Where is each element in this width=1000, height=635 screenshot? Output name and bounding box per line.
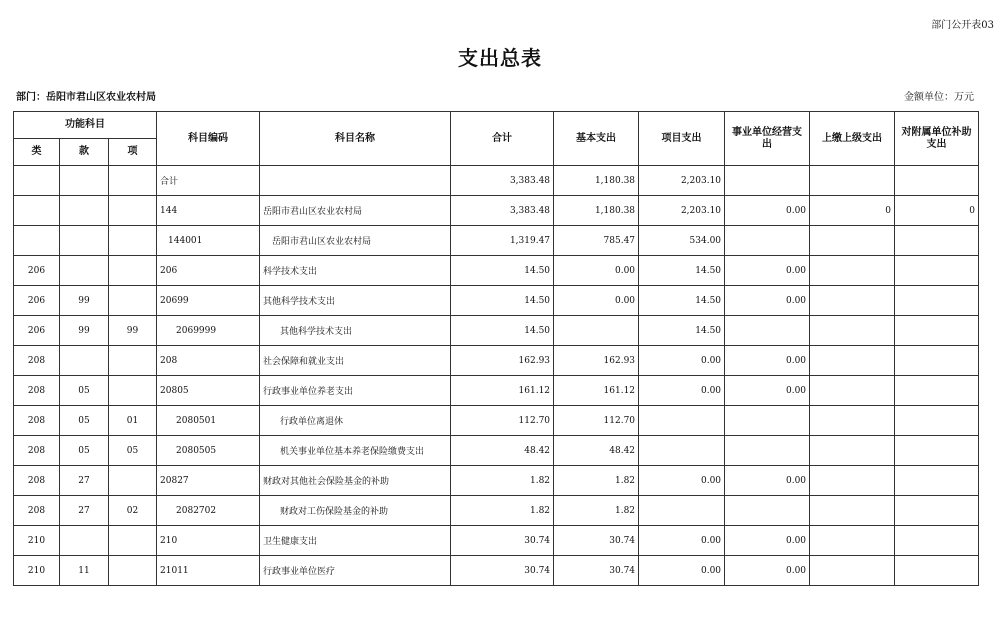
cell-total: 30.74: [451, 526, 554, 556]
cell-basic: 48.42: [554, 436, 639, 466]
cell-xiang: [109, 526, 157, 556]
cell-name: 岳阳市君山区农业农村局: [260, 226, 451, 256]
cell-total: 3,383.48: [451, 166, 554, 196]
cell-xiang: [109, 466, 157, 496]
cell-total: 48.42: [451, 436, 554, 466]
cell-name: 社会保障和就业支出: [260, 346, 451, 376]
cell-xiang: 99: [109, 316, 157, 346]
cell-kuan: [60, 166, 109, 196]
cell-xiang: [109, 166, 157, 196]
header-total: 合计: [451, 112, 554, 166]
cell-code: 20805: [157, 376, 260, 406]
header-upper: 上缴上级支出: [810, 112, 895, 166]
cell-name: 行政单位离退休: [260, 406, 451, 436]
cell-upper: [810, 406, 895, 436]
cell-subsidy: [895, 436, 979, 466]
cell-name: 卫生健康支出: [260, 526, 451, 556]
cell-lei: [14, 196, 60, 226]
cell-code: 2069999: [157, 316, 260, 346]
cell-total: 1.82: [451, 466, 554, 496]
cell-total: 14.50: [451, 286, 554, 316]
cell-code: 208: [157, 346, 260, 376]
expenditure-table: [13, 111, 979, 586]
cell-upper: [810, 166, 895, 196]
cell-business: 0.00: [725, 466, 810, 496]
cell-subsidy: [895, 256, 979, 286]
cell-subsidy: [895, 466, 979, 496]
cell-xiang: 01: [109, 406, 157, 436]
cell-business: 0.00: [725, 526, 810, 556]
cell-project: 0.00: [639, 346, 725, 376]
cell-total: 1,319.47: [451, 226, 554, 256]
cell-subsidy: [895, 286, 979, 316]
cell-subsidy: [895, 556, 979, 586]
cell-kuan: [60, 346, 109, 376]
cell-basic: 30.74: [554, 556, 639, 586]
table-row: [14, 346, 979, 376]
header-subsidy: 对附属单位补助支出: [895, 112, 979, 166]
cell-total: 162.93: [451, 346, 554, 376]
cell-basic: 112.70: [554, 406, 639, 436]
cell-code: 206: [157, 256, 260, 286]
cell-upper: [810, 256, 895, 286]
table-body: [14, 166, 979, 586]
cell-project: 0.00: [639, 526, 725, 556]
cell-code: 144: [157, 196, 260, 226]
cell-upper: [810, 526, 895, 556]
cell-basic: [554, 316, 639, 346]
table-row: [14, 466, 979, 496]
cell-upper: [810, 496, 895, 526]
cell-project: 2,203.10: [639, 196, 725, 226]
header-xiang: 项: [109, 139, 157, 166]
cell-business: [725, 226, 810, 256]
header-project: 项目支出: [639, 112, 725, 166]
cell-upper: 0: [810, 196, 895, 226]
cell-kuan: [60, 226, 109, 256]
cell-code: 2082702: [157, 496, 260, 526]
cell-lei: 208: [14, 496, 60, 526]
cell-project: 2,203.10: [639, 166, 725, 196]
cell-lei: 208: [14, 376, 60, 406]
cell-basic: 1.82: [554, 466, 639, 496]
amount-unit-label: 金额单位：万元: [904, 92, 974, 103]
cell-kuan: 27: [60, 496, 109, 526]
cell-kuan: 27: [60, 466, 109, 496]
table-row: [14, 286, 979, 316]
form-number: 部门公开表03: [931, 20, 994, 31]
cell-kuan: 99: [60, 286, 109, 316]
cell-lei: [14, 166, 60, 196]
cell-basic: 785.47: [554, 226, 639, 256]
cell-lei: 206: [14, 286, 60, 316]
header-name: 科目名称: [260, 112, 451, 166]
cell-business: [725, 496, 810, 526]
cell-subsidy: [895, 226, 979, 256]
cell-kuan: 99: [60, 316, 109, 346]
cell-business: 0.00: [725, 376, 810, 406]
header-lei: 类: [14, 139, 60, 166]
cell-subsidy: [895, 346, 979, 376]
table-row: [14, 556, 979, 586]
header-func: 功能科目: [14, 112, 157, 139]
cell-xiang: 05: [109, 436, 157, 466]
cell-project: [639, 406, 725, 436]
header-basic: 基本支出: [554, 112, 639, 166]
cell-lei: 206: [14, 316, 60, 346]
cell-kuan: [60, 196, 109, 226]
cell-upper: [810, 376, 895, 406]
cell-kuan: [60, 256, 109, 286]
cell-business: [725, 166, 810, 196]
cell-basic: 1,180.38: [554, 196, 639, 226]
table-row: [14, 526, 979, 556]
cell-total: 3,383.48: [451, 196, 554, 226]
table-row: [14, 376, 979, 406]
cell-basic: 30.74: [554, 526, 639, 556]
cell-total: 112.70: [451, 406, 554, 436]
cell-kuan: 05: [60, 376, 109, 406]
cell-total: 161.12: [451, 376, 554, 406]
cell-lei: 208: [14, 346, 60, 376]
table-row: [14, 196, 979, 226]
cell-lei: 208: [14, 466, 60, 496]
cell-business: 0.00: [725, 556, 810, 586]
cell-subsidy: [895, 166, 979, 196]
cell-name: 其他科学技术支出: [260, 286, 451, 316]
cell-code: 20699: [157, 286, 260, 316]
table-row: [14, 406, 979, 436]
cell-lei: 208: [14, 436, 60, 466]
table-row: [14, 316, 979, 346]
cell-project: 14.50: [639, 286, 725, 316]
cell-total: 14.50: [451, 256, 554, 286]
header-kuan: 款: [60, 139, 109, 166]
cell-xiang: 02: [109, 496, 157, 526]
cell-project: 14.50: [639, 316, 725, 346]
page-title: 支出总表: [458, 46, 542, 70]
cell-basic: 1.82: [554, 496, 639, 526]
table-row: [14, 166, 979, 196]
cell-xiang: [109, 346, 157, 376]
cell-total: 14.50: [451, 316, 554, 346]
cell-lei: 206: [14, 256, 60, 286]
cell-project: 0.00: [639, 466, 725, 496]
cell-kuan: 11: [60, 556, 109, 586]
cell-upper: [810, 556, 895, 586]
cell-name: 行政事业单位养老支出: [260, 376, 451, 406]
cell-business: [725, 406, 810, 436]
cell-name: 财政对其他社会保险基金的补助: [260, 466, 451, 496]
cell-basic: 0.00: [554, 286, 639, 316]
cell-project: 14.50: [639, 256, 725, 286]
cell-subsidy: [895, 316, 979, 346]
cell-xiang: [109, 376, 157, 406]
cell-code: 2080505: [157, 436, 260, 466]
cell-business: 0.00: [725, 196, 810, 226]
cell-xiang: [109, 256, 157, 286]
cell-subsidy: [895, 406, 979, 436]
cell-upper: [810, 316, 895, 346]
department-label: 部门：岳阳市君山区农业农村局: [16, 92, 156, 103]
cell-code: 2080501: [157, 406, 260, 436]
cell-name: 科学技术支出: [260, 256, 451, 286]
cell-upper: [810, 286, 895, 316]
cell-code: 合计: [157, 166, 260, 196]
cell-name: 行政事业单位医疗: [260, 556, 451, 586]
cell-subsidy: 0: [895, 196, 979, 226]
cell-lei: 208: [14, 406, 60, 436]
cell-total: 30.74: [451, 556, 554, 586]
cell-name: [260, 166, 451, 196]
cell-code: 21011: [157, 556, 260, 586]
cell-upper: [810, 346, 895, 376]
cell-basic: 0.00: [554, 256, 639, 286]
cell-upper: [810, 466, 895, 496]
cell-xiang: [109, 286, 157, 316]
cell-name: 财政对工伤保险基金的补助: [260, 496, 451, 526]
cell-business: [725, 316, 810, 346]
header-business: 事业单位经营支出: [725, 112, 810, 166]
cell-upper: [810, 226, 895, 256]
cell-name: 机关事业单位基本养老保险缴费支出: [260, 436, 451, 466]
cell-xiang: [109, 196, 157, 226]
cell-project: 0.00: [639, 556, 725, 586]
cell-xiang: [109, 226, 157, 256]
cell-upper: [810, 436, 895, 466]
cell-kuan: 05: [60, 436, 109, 466]
cell-project: 534.00: [639, 226, 725, 256]
cell-basic: 162.93: [554, 346, 639, 376]
cell-project: 0.00: [639, 376, 725, 406]
cell-code: 20827: [157, 466, 260, 496]
cell-total: 1.82: [451, 496, 554, 526]
cell-subsidy: [895, 376, 979, 406]
cell-project: [639, 436, 725, 466]
cell-business: 0.00: [725, 286, 810, 316]
cell-basic: 161.12: [554, 376, 639, 406]
cell-business: 0.00: [725, 346, 810, 376]
cell-subsidy: [895, 526, 979, 556]
cell-business: [725, 436, 810, 466]
cell-lei: [14, 226, 60, 256]
cell-name: 其他科学技术支出: [260, 316, 451, 346]
cell-xiang: [109, 556, 157, 586]
table-row: [14, 256, 979, 286]
header-code: 科目编码: [157, 112, 260, 166]
cell-kuan: 05: [60, 406, 109, 436]
cell-code: 144001: [157, 226, 260, 256]
cell-business: 0.00: [725, 256, 810, 286]
table-row: [14, 226, 979, 256]
cell-code: 210: [157, 526, 260, 556]
cell-kuan: [60, 526, 109, 556]
cell-lei: 210: [14, 526, 60, 556]
cell-subsidy: [895, 496, 979, 526]
table-row: [14, 496, 979, 526]
cell-basic: 1,180.38: [554, 166, 639, 196]
table-row: [14, 436, 979, 466]
cell-project: [639, 496, 725, 526]
cell-name: 岳阳市君山区农业农村局: [260, 196, 451, 226]
cell-lei: 210: [14, 556, 60, 586]
